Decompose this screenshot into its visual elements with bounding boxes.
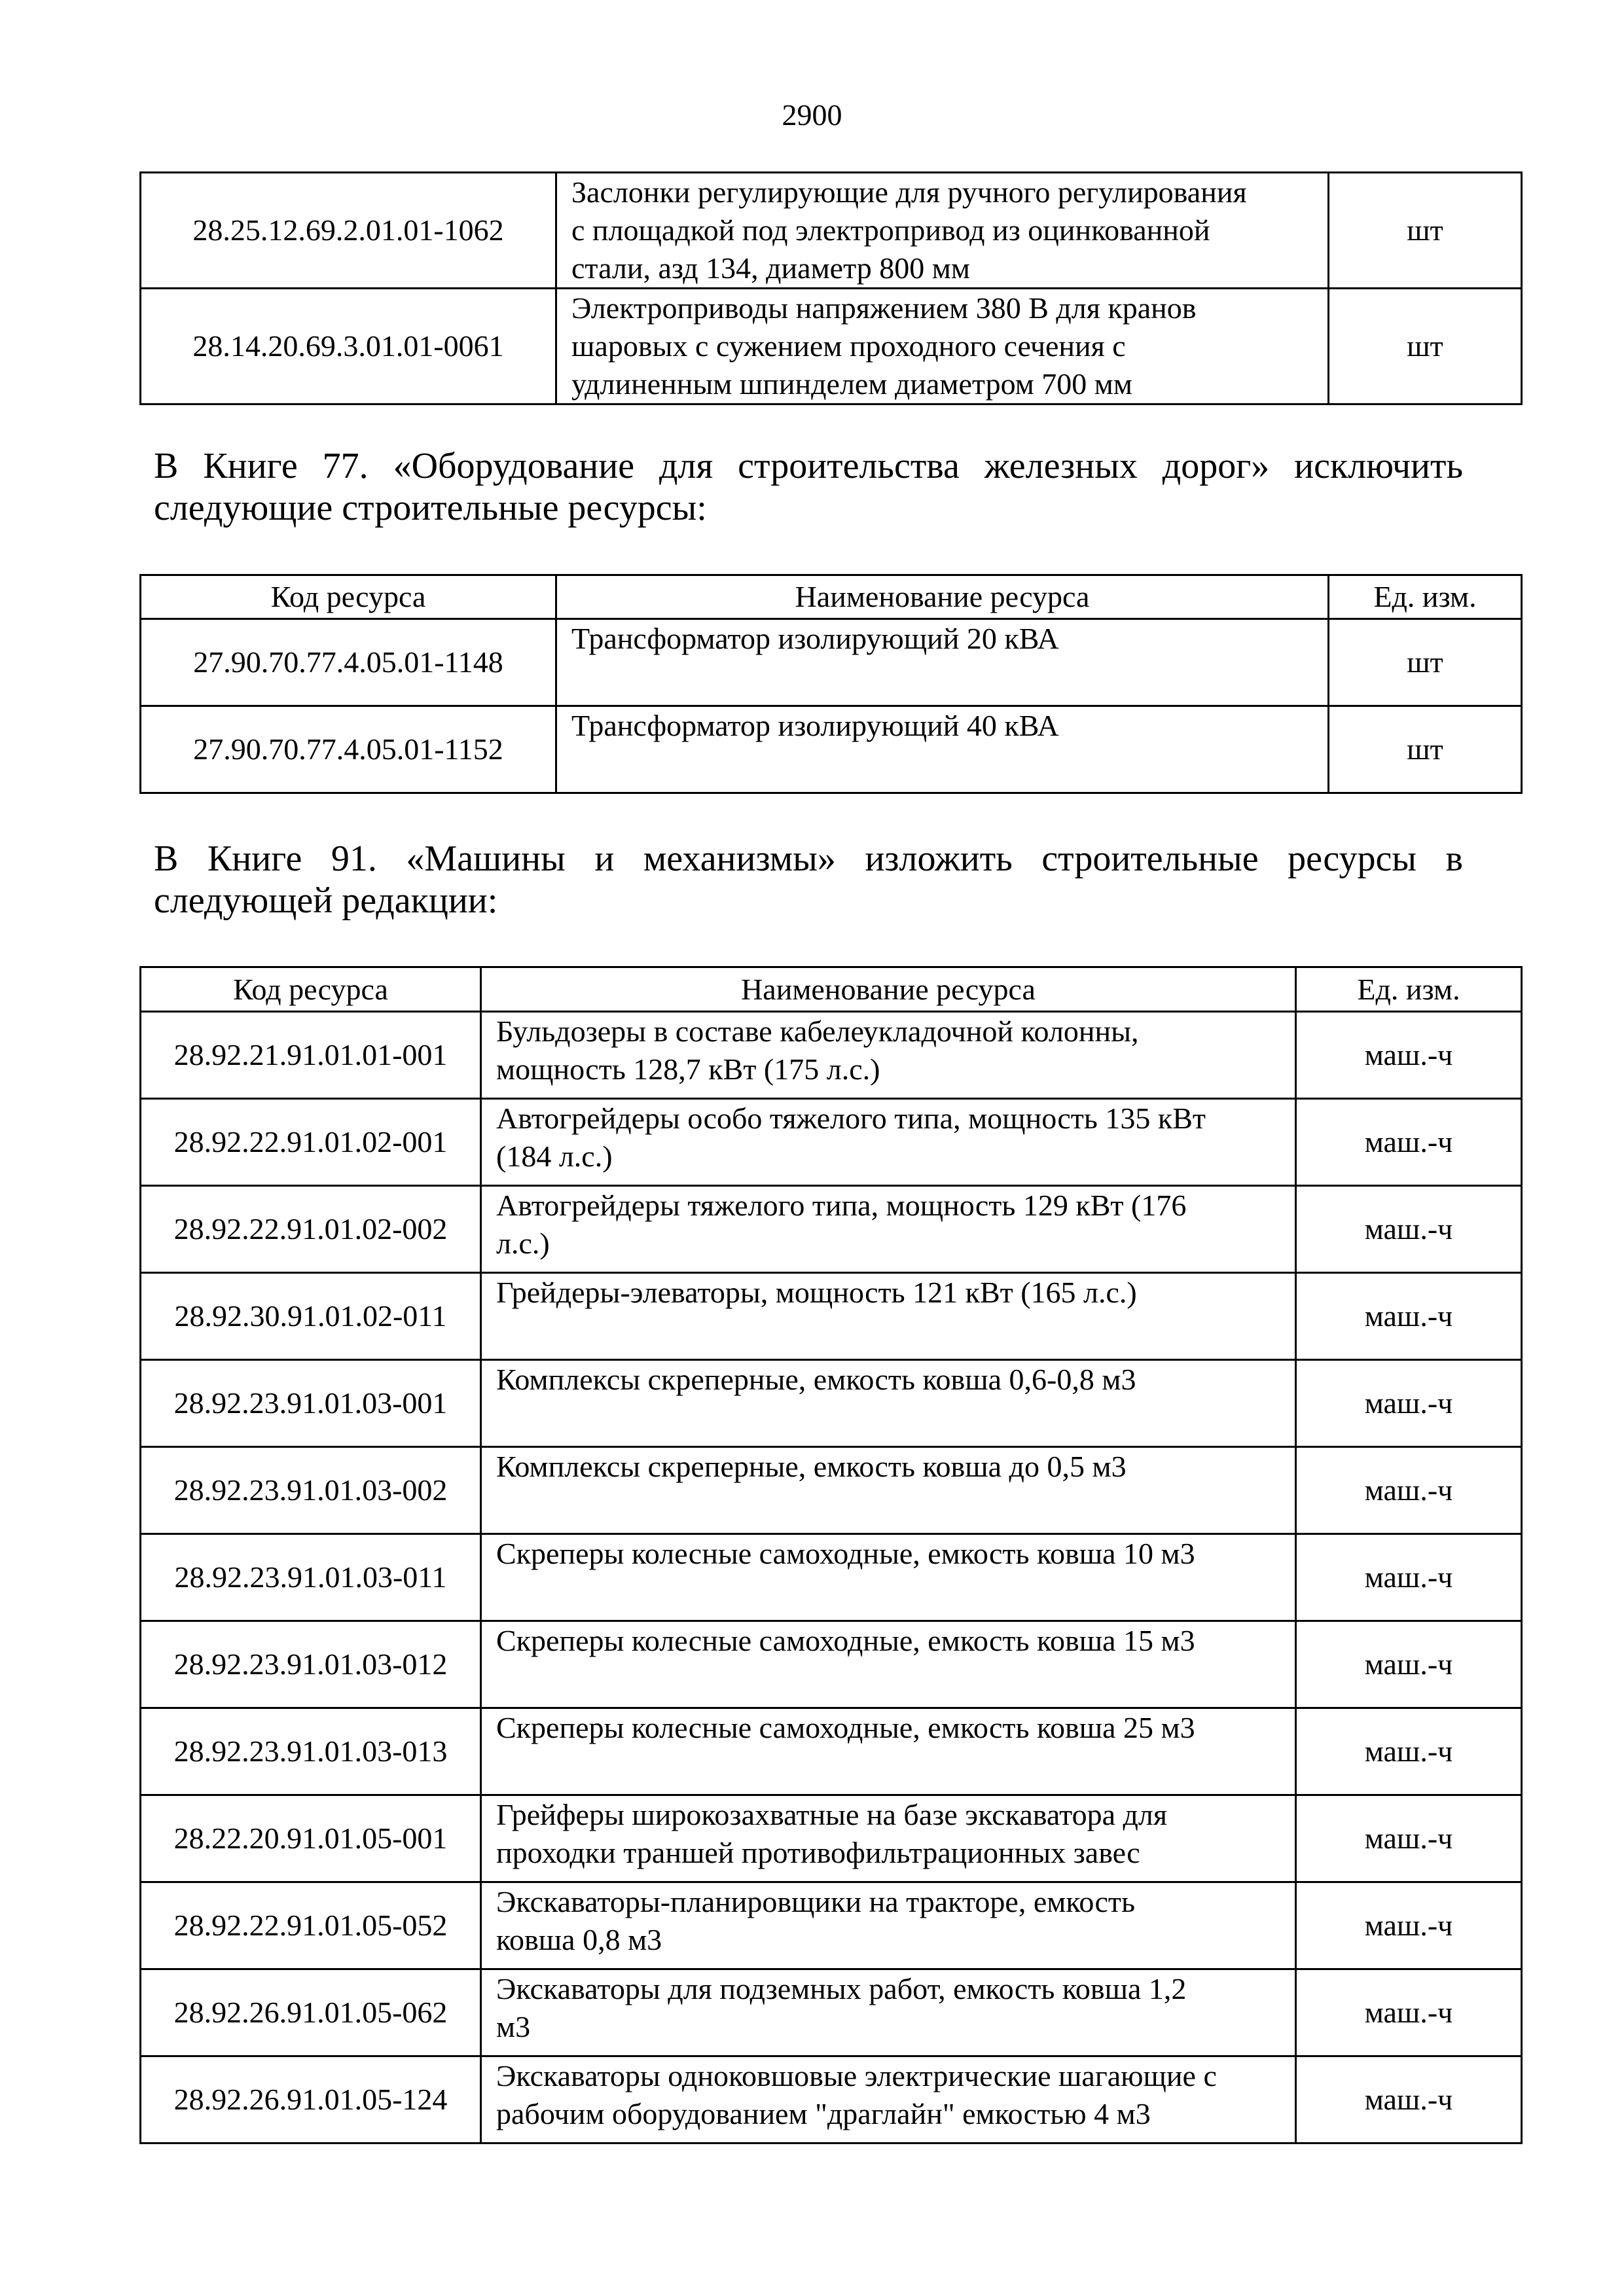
resource-unit: маш.-ч [1296, 2056, 1522, 2144]
table-row [141, 1186, 1522, 1273]
resource-code: 28.92.23.91.01.03-012 [141, 1621, 481, 1708]
resource-name-line: Комплексы скреперные, емкость ковша до 0,5 м3 [496, 1450, 1127, 1483]
resource-name-line: Скреперы колесные самоходные, емкость ковша 10 м3 [496, 1537, 1195, 1570]
column-header-code: Код ресурса [141, 575, 556, 619]
resource-name-line: Скреперы колесные самоходные, емкость ковша 25 м3 [496, 1711, 1195, 1744]
resource-name-line: Электроприводы напряжением 380 В для кранов [571, 291, 1197, 325]
resource-name-line: рабочим оборудованием "драглайн" емкостью 4 м3 [496, 2097, 1151, 2130]
resource-name-line: Экскаваторы одноковшовые электрические шагающие с [496, 2059, 1217, 2092]
resource-name-line: ковша 0,8 м3 [496, 1923, 662, 1956]
resource-code: 28.14.20.69.3.01.01-0061 [141, 289, 556, 404]
resource-name-line: с площадкой под электропривод из оцинкованной [571, 213, 1210, 247]
resource-code: 28.92.22.91.01.02-002 [141, 1186, 481, 1273]
table-continuation [139, 171, 1523, 405]
resource-name-line: Грейдеры-элеваторы, мощность 121 кВт (165 л.с.) [496, 1276, 1137, 1309]
paragraph-line: следующей редакции: [154, 880, 498, 921]
table-row [141, 173, 1522, 289]
paragraph-book-77 [154, 445, 1463, 529]
resource-name: Трансформатор изолирующий 40 кВА [556, 706, 1329, 793]
column-header-unit: Ед. изм. [1296, 967, 1522, 1012]
resource-name [481, 1360, 1296, 1447]
resource-name-line: Комплексы скреперные, емкость ковша 0,6-0,8 м3 [496, 1363, 1136, 1396]
resource-name-line: Экскаваторы-планировщики на тракторе, емкость [496, 1885, 1136, 1918]
resource-name [556, 173, 1329, 289]
table-row [141, 1447, 1522, 1534]
table-excluded-resources [139, 574, 1523, 794]
column-header-name: Наименование ресурса [481, 967, 1296, 1012]
resource-code: 28.22.20.91.01.05-001 [141, 1795, 481, 1882]
resource-name [481, 1273, 1296, 1360]
table-machines-resources [139, 966, 1523, 2144]
resource-code: 28.92.30.91.01.02-011 [141, 1273, 481, 1360]
resource-code: 28.92.23.91.01.03-011 [141, 1534, 481, 1621]
resource-name-line: проходки траншей противофильтрационных завес [496, 1836, 1140, 1869]
resource-name-line: Автогрейдеры особо тяжелого типа, мощность 135 кВт [496, 1102, 1206, 1135]
table-row [141, 1882, 1522, 1969]
table-row [141, 1708, 1522, 1795]
resource-name [481, 1534, 1296, 1621]
resource-name [481, 1186, 1296, 1273]
resource-code: 28.25.12.69.2.01.01-1062 [141, 173, 556, 289]
resource-unit: маш.-ч [1296, 1360, 1522, 1447]
resource-code: 27.90.70.77.4.05.01-1148 [141, 619, 556, 706]
column-header-code: Код ресурса [141, 967, 481, 1012]
column-header-name: Наименование ресурса [556, 575, 1329, 619]
resource-code: 28.92.23.91.01.03-001 [141, 1360, 481, 1447]
resource-unit: маш.-ч [1296, 1795, 1522, 1882]
table-row [141, 1273, 1522, 1360]
resource-unit: маш.-ч [1296, 1099, 1522, 1186]
paragraph-line: В Книге 77. «Оборудование для строительства железных дорог» исключить [154, 446, 1463, 486]
table-row [141, 1795, 1522, 1882]
resource-unit: маш.-ч [1296, 1534, 1522, 1621]
resource-name-line: Грейферы широкозахватные на базе экскаватора для [496, 1798, 1168, 1831]
resource-name [481, 1969, 1296, 2056]
paragraph-line: В Книге 91. «Машины и механизмы» изложить строительные ресурсы в [154, 838, 1463, 879]
table-header-row [141, 575, 1522, 619]
resource-name-line: шаровых с сужением проходного сечения с [571, 329, 1126, 363]
resource-unit: маш.-ч [1296, 1447, 1522, 1534]
page-number: 2900 [782, 98, 842, 132]
resource-name [481, 2056, 1296, 2144]
table-row [141, 2056, 1522, 2144]
resource-unit: шт [1329, 289, 1522, 404]
resource-code: 28.92.26.91.01.05-124 [141, 2056, 481, 2144]
resource-name [481, 1708, 1296, 1795]
table-row [141, 1360, 1522, 1447]
resource-name: Трансформатор изолирующий 20 кВА [556, 619, 1329, 706]
resource-name-line: Бульдозеры в составе кабелеукладочной колонны, [496, 1014, 1139, 1048]
table-row [141, 1969, 1522, 2056]
resource-name-line: стали, азд 134, диаметр 800 мм [571, 251, 970, 285]
resource-code: 28.92.22.91.01.05-052 [141, 1882, 481, 1969]
table-row [141, 289, 1522, 404]
resource-unit: шт [1329, 706, 1522, 793]
resource-unit: маш.-ч [1296, 1621, 1522, 1708]
resource-name [556, 289, 1329, 404]
resource-name-line: Заслонки регулирующие для ручного регулирования [571, 175, 1247, 209]
table-row [141, 1621, 1522, 1708]
resource-unit: шт [1329, 619, 1522, 706]
resource-code: 28.92.23.91.01.03-002 [141, 1447, 481, 1534]
paragraph-line: следующие строительные ресурсы: [154, 488, 707, 528]
resource-unit: маш.-ч [1296, 1708, 1522, 1795]
resource-unit: шт [1329, 173, 1522, 289]
resource-name-line: Скреперы колесные самоходные, емкость ковша 15 м3 [496, 1624, 1195, 1657]
table-row [141, 619, 1522, 706]
resource-unit: маш.-ч [1296, 1012, 1522, 1099]
resource-name [481, 1795, 1296, 1882]
resource-name-line: л.с.) [496, 1227, 550, 1260]
resource-unit: маш.-ч [1296, 1969, 1522, 2056]
resource-name [481, 1099, 1296, 1186]
resource-name-line: Экскаваторы для подземных работ, емкость ковша 1,2 [496, 1972, 1187, 2005]
resource-code: 27.90.70.77.4.05.01-1152 [141, 706, 556, 793]
table-row [141, 706, 1522, 793]
resource-name-line: м3 [496, 2010, 531, 2043]
resource-name-line: мощность 128,7 кВт (175 л.с.) [496, 1052, 880, 1086]
resource-name-line: (184 л.с.) [496, 1139, 613, 1173]
paragraph-book-91 [154, 838, 1463, 922]
resource-name [481, 1012, 1296, 1099]
table-row [141, 1099, 1522, 1186]
resource-name [481, 1621, 1296, 1708]
resource-name [481, 1447, 1296, 1534]
column-header-unit: Ед. изм. [1329, 575, 1522, 619]
table-row [141, 1534, 1522, 1621]
resource-name [481, 1882, 1296, 1969]
table-header-row [141, 967, 1522, 1012]
resource-name-line: Автогрейдеры тяжелого типа, мощность 129 кВт (176 [496, 1189, 1187, 1222]
resource-code: 28.92.22.91.01.02-001 [141, 1099, 481, 1186]
resource-unit: маш.-ч [1296, 1186, 1522, 1273]
resource-code: 28.92.23.91.01.03-013 [141, 1708, 481, 1795]
table-row [141, 1012, 1522, 1099]
resource-name-line: удлиненным шпинделем диаметром 700 мм [571, 367, 1133, 401]
resource-unit: маш.-ч [1296, 1882, 1522, 1969]
resource-code: 28.92.26.91.01.05-062 [141, 1969, 481, 2056]
resource-code: 28.92.21.91.01.01-001 [141, 1012, 481, 1099]
resource-unit: маш.-ч [1296, 1273, 1522, 1360]
